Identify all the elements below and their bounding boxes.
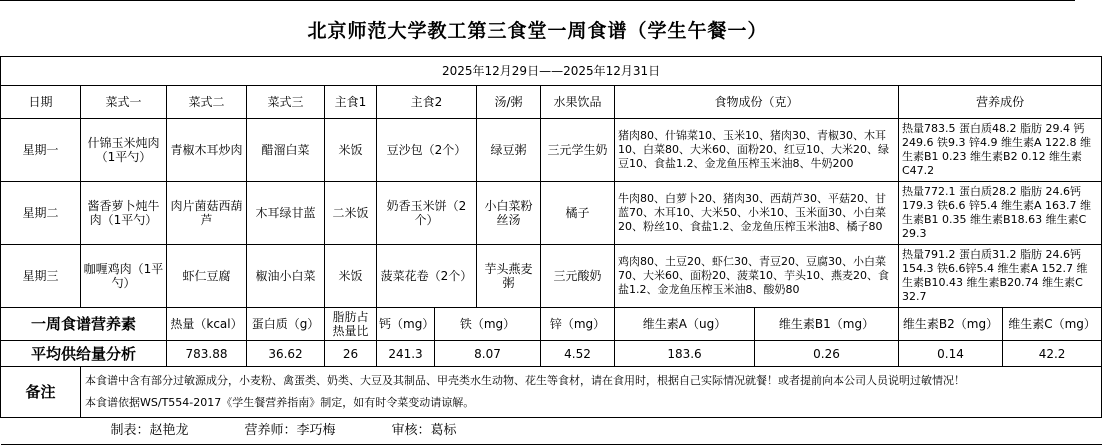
staple1: 米饭 xyxy=(325,119,377,182)
day-label: 星期一 xyxy=(1,119,81,182)
fruit: 三元酸奶 xyxy=(541,245,615,308)
header-day: 日期 xyxy=(1,86,81,119)
day-label: 星期三 xyxy=(1,245,81,308)
day-label: 星期二 xyxy=(1,182,81,245)
reviewer-signature: 审核：葛标 xyxy=(391,423,457,438)
summary-header-row xyxy=(1,308,1102,341)
header-nutrition: 营养成份 xyxy=(899,86,1102,119)
header-dish2: 菜式二 xyxy=(167,86,247,119)
summary-col-name: 蛋白质（g） xyxy=(247,308,325,341)
avg-label: 平均供给量分析 xyxy=(1,341,167,367)
header-dish1: 菜式一 xyxy=(81,86,167,119)
summary-value: 8.07 xyxy=(435,341,541,367)
dish2: 肉片菌菇西葫芦 xyxy=(167,182,247,245)
remarks-line-1: 本食谱中含有部分过敏源成分，小麦粉、禽蛋类、奶类、大豆及其制品、甲壳类水生动物、花生等食材，请在食用时，根据自己实际情况就餐！或者提前向本公司人员说明过敏情况！ xyxy=(85,374,965,387)
fruit: 橘子 xyxy=(541,182,615,245)
summary-label: 一周食谱营养素 xyxy=(1,308,167,341)
staple2: 菠菜花卷（2个） xyxy=(377,245,477,308)
signature-row xyxy=(1,418,1102,445)
dish3: 椒油小白菜 xyxy=(247,245,325,308)
summary-col-name: 维生素B2（mg） xyxy=(899,308,1003,341)
ingredients: 猪肉80、什锦菜10、玉米10、猪肉30、青椒30、木耳10、白菜80、大米60、面粉20、红豆10、大米20、绿豆10、食盐1.2、金龙鱼压榨玉米油8、牛奶200 xyxy=(615,119,899,182)
soup: 芋头燕麦粥 xyxy=(477,245,541,308)
fruit: 三元学生奶 xyxy=(541,119,615,182)
soup: 小白菜粉丝汤 xyxy=(477,182,541,245)
summary-value: 26 xyxy=(325,341,377,367)
summary-value: 42.2 xyxy=(1003,341,1102,367)
header-staple1: 主食1 xyxy=(325,86,377,119)
table-row xyxy=(1,182,1102,245)
dish1: 咖喱鸡肉（1平勺） xyxy=(81,245,167,308)
table-row xyxy=(1,245,1102,308)
table-row xyxy=(1,119,1102,182)
summary-value: 0.14 xyxy=(899,341,1003,367)
header-soup: 汤/粥 xyxy=(477,86,541,119)
remarks-line-2: 本食谱依据WS/T554-2017《学生餐营养指南》制定，如有时令菜变动请谅解。 xyxy=(85,396,475,409)
summary-col-name: 钙（mg） xyxy=(377,308,435,341)
remarks-text xyxy=(81,367,1102,418)
summary-value: 183.6 xyxy=(615,341,755,367)
dish2: 虾仁豆腐 xyxy=(167,245,247,308)
summary-value: 4.52 xyxy=(541,341,615,367)
nutrition: 热量783.5 蛋白质48.2 脂肪 29.4 钙 249.6 铁9.3 锌4.9 维生素A 122.8 维生素B1 0.23 维生素B2 0.12 维生素C47.2 xyxy=(899,119,1102,182)
dish1: 什锦玉米炖肉（1平勺） xyxy=(81,119,167,182)
dish3: 醋溜白菜 xyxy=(247,119,325,182)
dish1: 酱香萝卜炖牛肉（1平勺） xyxy=(81,182,167,245)
staple2: 豆沙包（2个） xyxy=(377,119,477,182)
staple1: 二米饭 xyxy=(325,182,377,245)
summary-value: 36.62 xyxy=(247,341,325,367)
remarks-row xyxy=(1,367,1102,418)
dish2: 青椒木耳炒肉 xyxy=(167,119,247,182)
date-range: 2025年12月29日——2025年12月31日 xyxy=(1,57,1102,86)
summary-col-name: 维生素A（ug） xyxy=(615,308,755,341)
header-row xyxy=(1,86,1102,119)
summary-value: 241.3 xyxy=(377,341,435,367)
ingredients: 鸡肉80、土豆20、虾仁30、青豆20、豆腐30、小白菜70、大米60、面粉20、菠菜10、芋头10、燕麦20、食盐1.2、金龙鱼压榨玉米油8、酸奶80 xyxy=(615,245,899,308)
summary-value-row xyxy=(1,341,1102,367)
summary-col-name: 锌（mg） xyxy=(541,308,615,341)
remarks-label: 备注 xyxy=(1,367,81,418)
header-fruit: 水果饮品 xyxy=(541,86,615,119)
header-ingredients: 食物成份（克） xyxy=(615,86,899,119)
summary-col-name: 维生素C（mg） xyxy=(1003,308,1102,341)
maker-signature: 制表：赵艳龙 xyxy=(110,423,189,438)
nutrition: 热量791.2 蛋白质31.2 脂肪 24.6钙 154.3 铁6.6锌5.4 维生素A 152.7 维生素B10.43 维生素B20.74 维生素C 32.7 xyxy=(899,245,1102,308)
summary-col-name: 铁（mg） xyxy=(435,308,541,341)
staple1: 米饭 xyxy=(325,245,377,308)
page-title: 北京师范大学教工第三食堂一周食谱（学生午餐一） xyxy=(0,0,1075,57)
summary-col-name: 热量（kcal） xyxy=(167,308,247,341)
summary-value: 783.88 xyxy=(167,341,247,367)
staple2: 奶香玉米饼（2个） xyxy=(377,182,477,245)
summary-col-name: 脂肪占热量比 xyxy=(325,308,377,341)
nutrition: 热量772.1 蛋白质28.2 脂肪 24.6钙 179.3 铁6.6 锌5.4 维生素A 163.7 维生素B1 0.35 维生素B18.63 维生素C 29.3 xyxy=(899,182,1102,245)
header-staple2: 主食2 xyxy=(377,86,477,119)
ingredients: 牛肉80、白萝卜20、猪肉30、西葫芦30、平菇20、甘蓝70、木耳10、大米50、小米10、玉米面30、小白菜20、粉丝10、食盐1.2、金龙鱼压榨玉米油8、橘子80 xyxy=(615,182,899,245)
summary-col-name: 维生素B1（mg） xyxy=(755,308,899,341)
nutritionist-signature: 营养师：李巧梅 xyxy=(244,423,336,438)
summary-value: 0.26 xyxy=(755,341,899,367)
menu-table xyxy=(0,56,1102,445)
header-dish3: 菜式三 xyxy=(247,86,325,119)
dish3: 木耳绿甘蓝 xyxy=(247,182,325,245)
soup: 绿豆粥 xyxy=(477,119,541,182)
